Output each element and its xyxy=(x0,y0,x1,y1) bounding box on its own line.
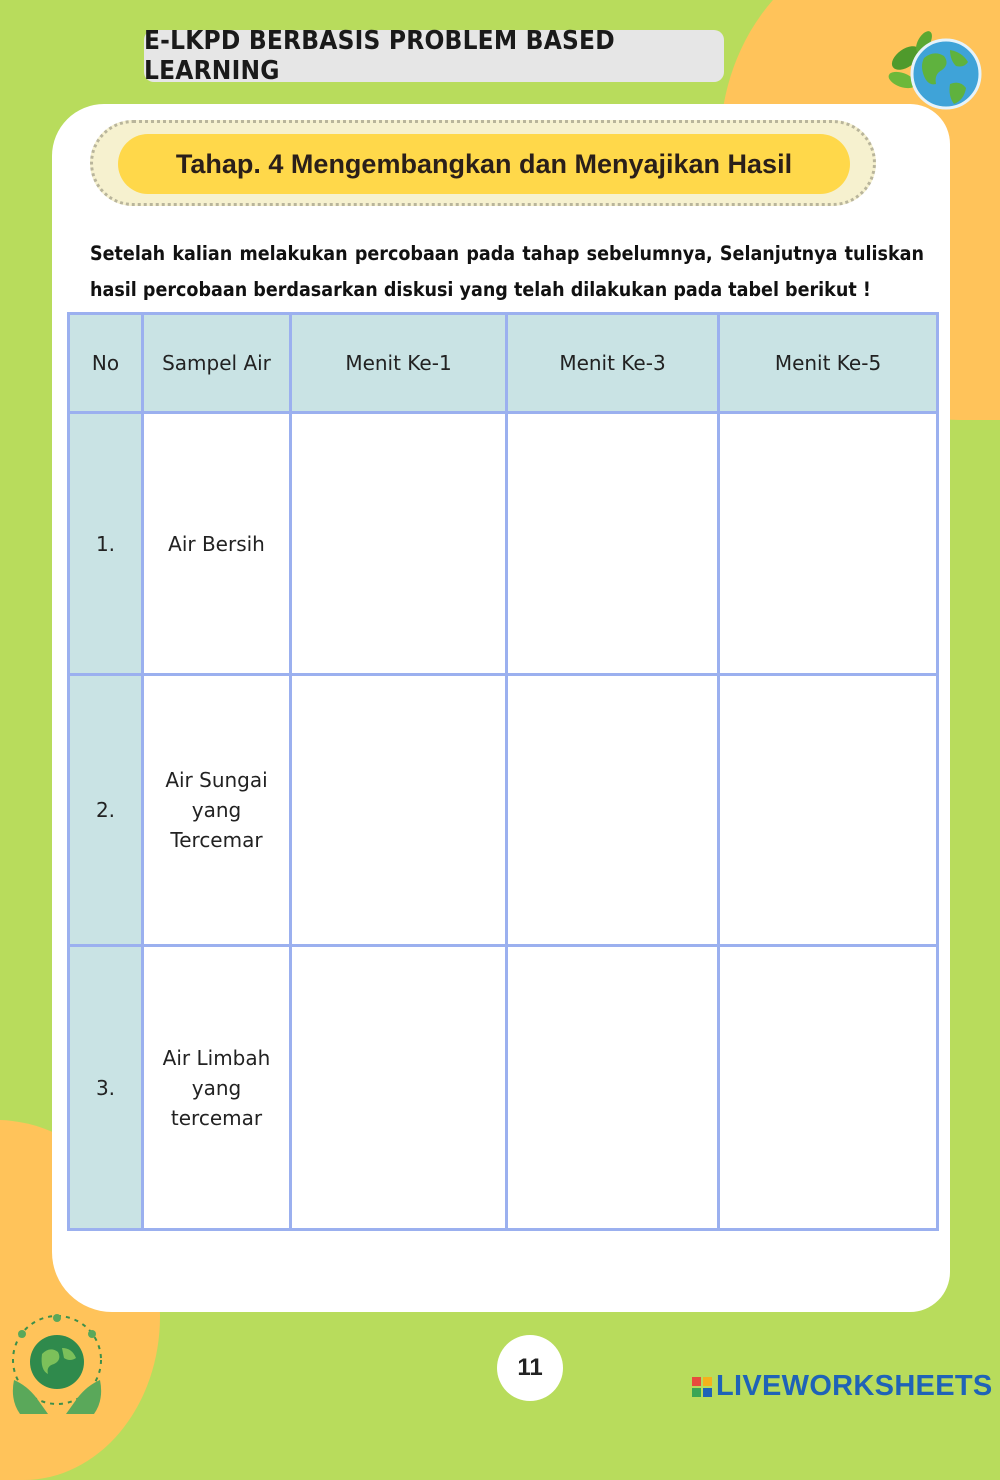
liveworksheets-logo-icon xyxy=(692,1377,712,1397)
answer-cell-minute-5[interactable] xyxy=(719,675,938,946)
header-title: E-LKPD BERBASIS PROBLEM BASED LEARNING xyxy=(144,30,724,82)
header-minute-1: Menit Ke-1 xyxy=(291,314,507,413)
answer-cell-minute-3[interactable] xyxy=(507,413,719,675)
liveworksheets-brand xyxy=(692,1370,993,1403)
stage-title: Tahap. 4 Mengembangkan dan Menyajikan Hasil xyxy=(118,134,850,194)
results-table xyxy=(67,312,939,1231)
answer-cell-minute-3[interactable] xyxy=(507,946,719,1230)
answer-cell-minute-1[interactable] xyxy=(291,413,507,675)
row-sample xyxy=(143,413,291,675)
answer-cell-minute-1[interactable] xyxy=(291,946,507,1230)
header-sample: Sampel Air xyxy=(143,314,291,413)
row-sample-text: Air Limbah yang tercemar xyxy=(162,1045,271,1130)
globe-hands-icon xyxy=(0,1310,115,1414)
table-header-row xyxy=(69,314,938,413)
row-number: 3. xyxy=(69,946,143,1230)
answer-cell-minute-1[interactable] xyxy=(291,675,507,946)
page-number: 11 xyxy=(497,1335,563,1401)
row-sample xyxy=(143,675,291,946)
table-row xyxy=(69,675,938,946)
row-number: 2. xyxy=(69,675,143,946)
header-minute-3: Menit Ke-3 xyxy=(507,314,719,413)
row-number: 1. xyxy=(69,413,143,675)
header-no: No xyxy=(69,314,143,413)
row-sample-text: Air Bersih xyxy=(168,531,265,556)
answer-cell-minute-3[interactable] xyxy=(507,675,719,946)
table-row xyxy=(69,413,938,675)
row-sample xyxy=(143,946,291,1230)
answer-cell-minute-5[interactable] xyxy=(719,946,938,1230)
instruction-text: Setelah kalian melakukan percobaan pada tahap sebelumnya, Selanjutnya tuliskan hasil percobaan berdasarkan diskusi yang telah dilakukan pada tabel berikut ! xyxy=(90,242,924,301)
brand-name: LIVEWORKSHEETS xyxy=(716,1370,993,1402)
row-sample-text: Air Sungai yang Tercemar xyxy=(165,768,268,852)
header-minute-5: Menit Ke-5 xyxy=(719,314,938,413)
table-row xyxy=(69,946,938,1230)
answer-cell-minute-5[interactable] xyxy=(719,413,938,675)
